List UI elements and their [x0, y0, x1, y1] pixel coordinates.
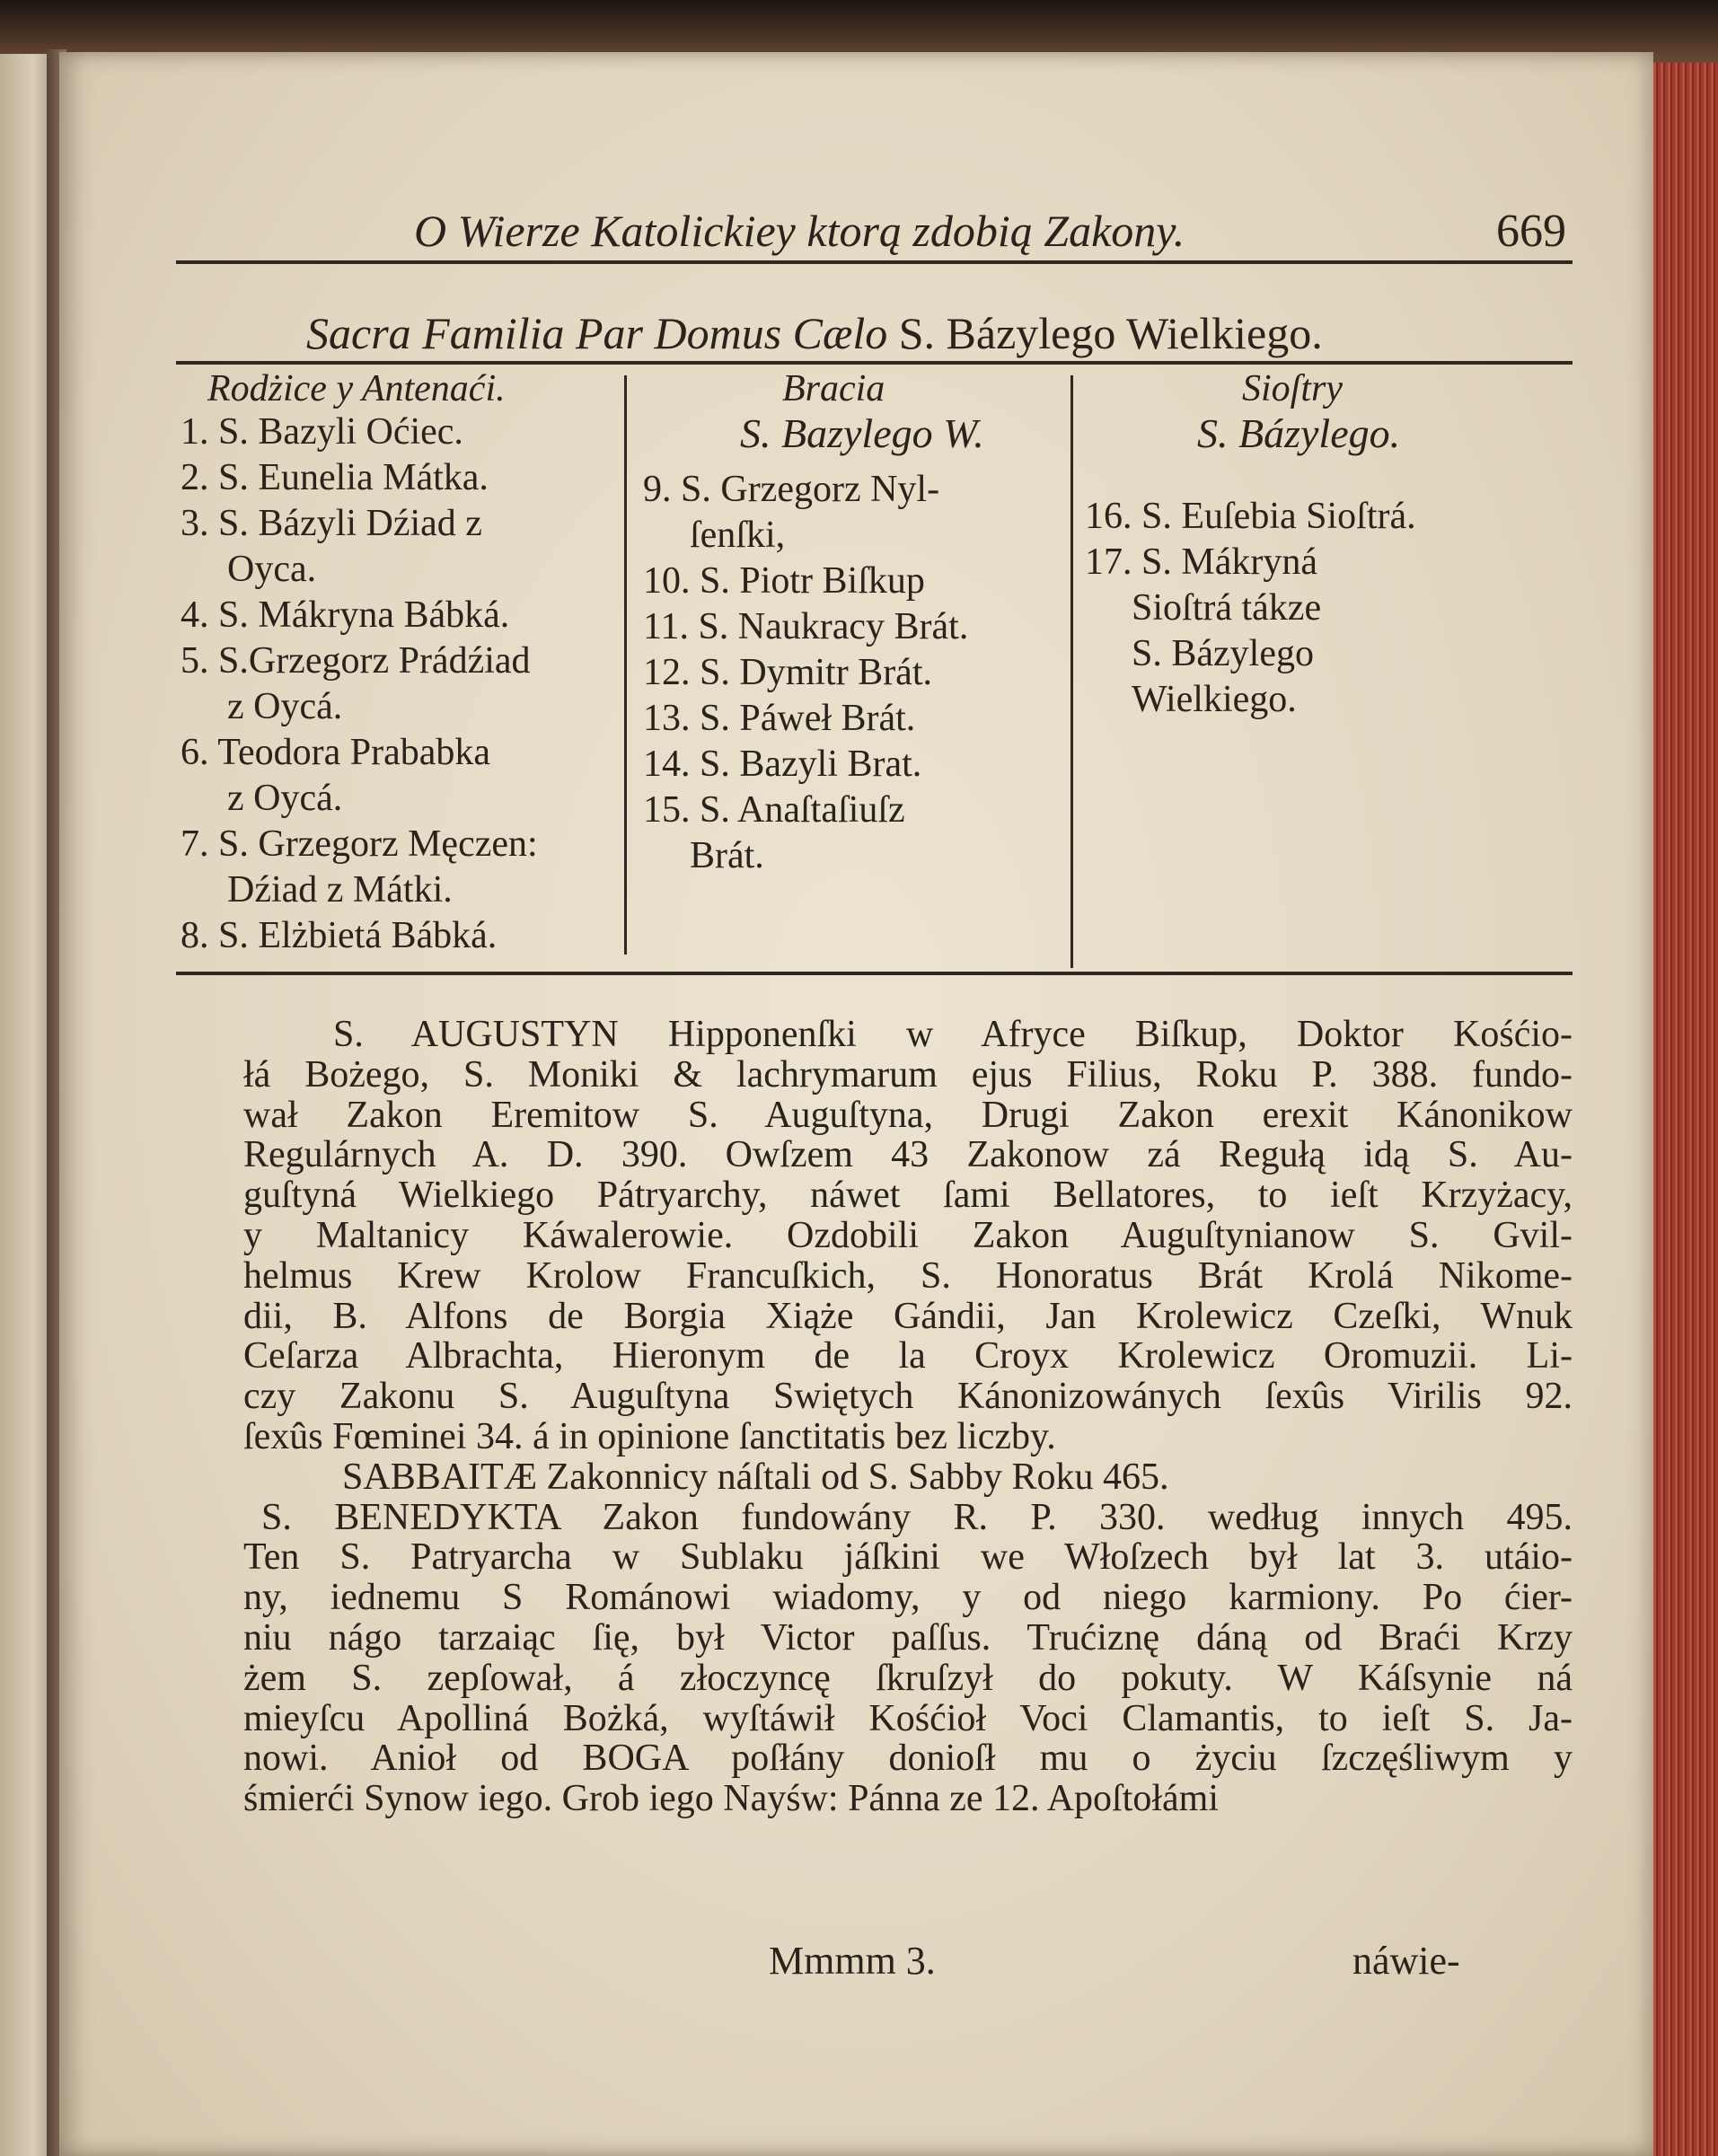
- table-entry: 1. S. Bazyli Oćiec.: [181, 411, 463, 453]
- text-line: guſtyná Wielkiego Pátryarchy, náwet ſami Bellatores, to ieſt Krzyżacy,: [243, 1175, 1573, 1217]
- brothers-column: [643, 368, 1065, 879]
- text-line: dii, B. Alfons de Borgia Xiąże Gándii, Jan Krolewicz Czeſki, Wnuk: [243, 1295, 1573, 1337]
- table-entry: 17. S. Mákryná: [1085, 541, 1317, 583]
- table-entry: ſenſki,: [690, 515, 786, 556]
- table-entry: 3. S. Bázyli Dźiad z: [181, 503, 482, 544]
- text-line: żem S. zepſował, á złoczyncę ſkruſzył do pokuty. W Káſsynie ná: [243, 1657, 1573, 1699]
- paragraph-benedykta: [243, 1498, 1573, 1819]
- paragraph-augustyn: [243, 1015, 1573, 1457]
- text-line: helmus Krew Krolow Francuſkich, S. Honoratus Brát Krolá Nikome-: [243, 1254, 1573, 1297]
- column-head: Sioſtry: [1242, 368, 1343, 409]
- column-subhead: S. Bázylego.: [1197, 410, 1401, 456]
- table-bottom-rule: [176, 972, 1573, 975]
- table-entry: 5. S.Grzegorz Prádźiad: [181, 640, 531, 682]
- table-title-latin: Sacra Familia Par Domus Cælo: [306, 308, 888, 358]
- table-entry: 2. S. Eunelia Mátka.: [181, 457, 489, 498]
- table-entry: 10. S. Piotr Biſkup: [643, 560, 925, 602]
- table-entry: 4. S. Mákryna Bábká.: [181, 594, 510, 636]
- text-line: mieyſcu Apolliná Bożká, wyſtáwił Kośćioł Voci Clamantis, to ieſt S. Ja-: [243, 1697, 1573, 1739]
- table-entry: 13. S. Páweł Brát.: [643, 698, 916, 739]
- page-number: 669: [1496, 206, 1566, 257]
- table-entry: 15. S. Anaſtaſiuſz: [643, 789, 905, 831]
- table-entry: S. Bázylego: [1132, 633, 1314, 674]
- table-title: [306, 307, 1323, 359]
- text-line: S. BENEDYKTA Zakon fundowány R. P. 330. według innych 495.: [261, 1496, 1573, 1538]
- text-line: śmierći Synow iego. Grob iego Nayśw: Pánna ze 12. Apoſtołámi: [243, 1778, 1219, 1820]
- table-entry: Oyca.: [227, 549, 317, 590]
- table-entry: 7. S. Grzegorz Męczen:: [181, 823, 538, 865]
- text-line: niu nágo tarzaiąc ſię, był Victor paſſus. Trućiznę dáną od Braći Krzy: [243, 1616, 1573, 1659]
- text-line: ny, iednemu S Románowi wiadomy, y od niego karmiony. Po ćier-: [243, 1577, 1573, 1619]
- running-title: O Wierze Katolickiey ktorą zdobią Zakony.: [414, 206, 1185, 256]
- parents-column: [181, 368, 630, 959]
- sisters-list: [1085, 494, 1588, 723]
- column-head: Bracia: [782, 368, 885, 409]
- text-line: nowi. Anioł od BOGA poſłány donioſł mu o życiu ſzczęśliwym y: [243, 1738, 1573, 1780]
- text-line: y Maltanicy Káwalerowie. Ozdobili Zakon Auguſtynianow S. Gvil-: [243, 1214, 1573, 1256]
- table-entry: Brát.: [690, 835, 764, 876]
- column-subhead: S. Bazylego W.: [740, 410, 984, 456]
- text-line: ſexûs Fœminei 34. á in opinione ſanctitatis bez liczby.: [243, 1415, 1056, 1457]
- text-line: Ten S. Patryarcha w Sublaku jáſkini we Włoſzech był lat 3. utáio-: [243, 1536, 1573, 1579]
- table-entry: 12. S. Dymitr Brát.: [643, 652, 932, 693]
- text-line: Regulárnych A. D. 390. Owſzem 43 Zakonow zá Regułą idą S. Au-: [243, 1134, 1573, 1176]
- body-text: [243, 1015, 1573, 1819]
- table-entry: Wielkiego.: [1132, 679, 1297, 720]
- text-line: łá Bożego, S. Moniki & lachrymarum ejus Filius, Roku P. 388. fundo-: [243, 1053, 1573, 1096]
- table-entry: 9. S. Grzegorz Nyl-: [643, 469, 940, 510]
- table-entry: 14. S. Bazyli Brat.: [643, 744, 922, 785]
- brothers-list: [643, 467, 1065, 879]
- text-line: S. AUGUSTYN Hipponenſki w Afryce Biſkup, Doktor Kośćio-: [333, 1014, 1573, 1055]
- text-line: czy Zakonu S. Auguſtyna Swiętych Kánonizowánych ſexûs Virilis 92.: [243, 1376, 1573, 1418]
- table-top-rule: [176, 361, 1573, 365]
- column-head: Rodżice y Antenaći.: [207, 368, 506, 409]
- table-entry: Dźiad z Mátki.: [227, 869, 453, 911]
- signature-mark: Mmmm 3.: [769, 1939, 936, 1983]
- column-divider-2: [1070, 375, 1073, 968]
- catchword: náwie-: [1352, 1939, 1460, 1983]
- table-entry: z Oycá.: [227, 686, 343, 727]
- parents-list: [181, 409, 630, 959]
- table-entry: 8. S. Elżbietá Bábká.: [181, 915, 498, 956]
- table-entry: 11. S. Naukracy Brát.: [643, 606, 969, 647]
- header-rule: [176, 260, 1573, 264]
- paragraph-sabbaitae: SABBAITÆ Zakonnicy náſtali od S. Sabby Roku 465.: [342, 1456, 1169, 1498]
- sisters-column: [1085, 368, 1588, 723]
- table-entry: 16. S. Euſebia Sioſtrá.: [1085, 496, 1416, 537]
- red-page-edges: [1651, 63, 1718, 2156]
- text-line: wał Zakon Eremitow S. Auguſtyna, Drugi Zakon erexit Kánonikow: [243, 1094, 1573, 1136]
- book-page: [59, 52, 1653, 2156]
- table-entry: z Oycá.: [227, 778, 343, 819]
- text-line: Ceſarza Albrachta, Hieronym de la Croyx Krolewicz Oromuzii. Li-: [243, 1335, 1573, 1377]
- table-title-polish: S. Bázylego Wielkiego.: [898, 308, 1323, 358]
- table-entry: Sioſtrá tákze: [1132, 587, 1322, 629]
- table-entry: 6. Teodora Prababka: [181, 732, 491, 773]
